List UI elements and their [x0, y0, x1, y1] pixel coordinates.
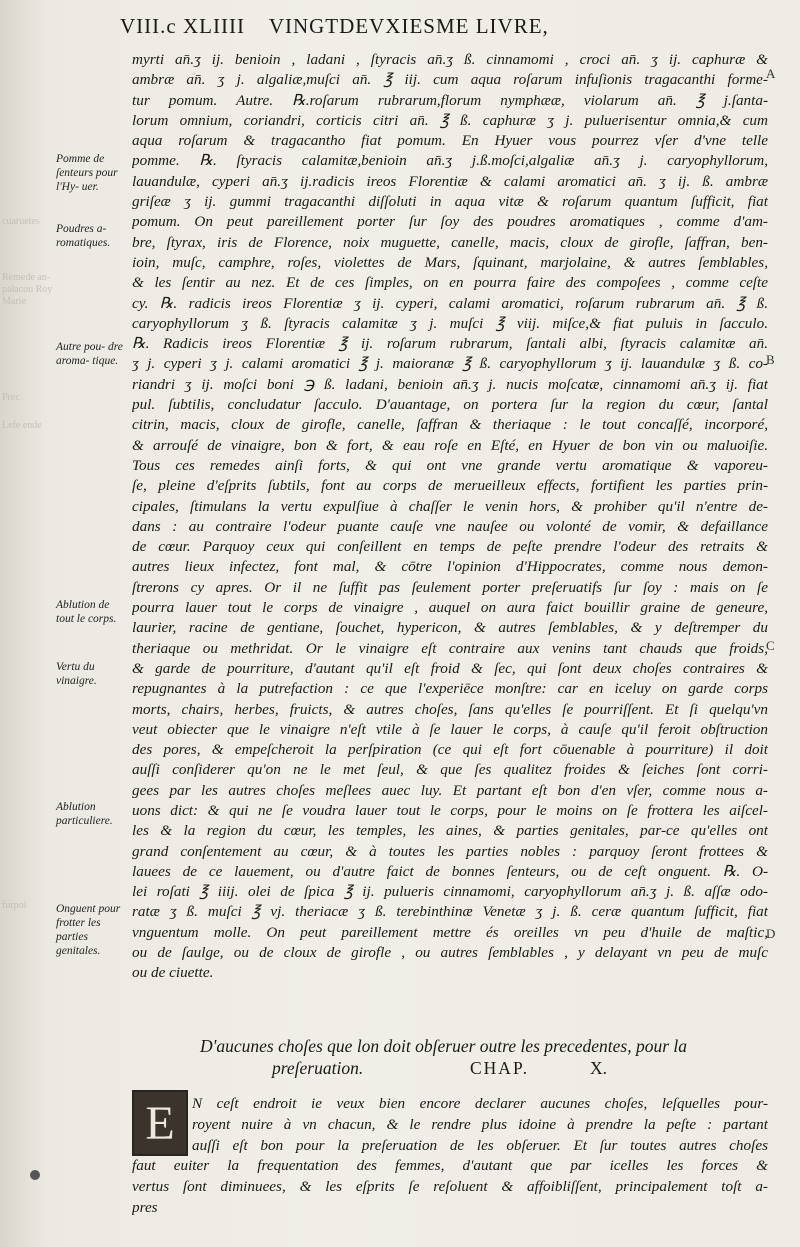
text-line: repugnantes à la putrefaction : ce que l'experiēce monſtre: car en iceluy on garde corps [132, 680, 768, 698]
text-line: lei roſati ℥ iiij. olei de ſpica ℥ ij. pulueris cinnamomi, caryophyllorum an̄.ʒ j. ß. aſſæ odo- [132, 883, 768, 901]
running-title: VINGTDEVXIESME LIVRE, [268, 14, 549, 38]
chapter-text-block [132, 1094, 768, 1219]
chapter-text-line: auſſi eſt bon pour la preſeruation de les obſeruer. Et ſur toutes autres choſes [192, 1136, 768, 1154]
text-line: laurier, racine de gentiane, ſouchet, hypericon, & autres ſemblables, & y deſtremper du [132, 619, 768, 637]
text-line: cipales, ſtimulans la vertu expulſiue à chaſſer le venin hors, & prohiber qu'il n'entre de- [132, 497, 768, 515]
section-marker-d: D [766, 926, 776, 941]
chapter-text-line: faut euiter la frequentation des femmes, d'autant que par icelles les forces & [132, 1157, 768, 1175]
text-line: ſe, pleine d'eſprits ſubtils, font au corps de merueilleux effects, fortifient les parties prin- [132, 477, 768, 495]
text-line: des pores, & empeſcheroit la perſpiration (ce qui eſt fort cōuenable à pourriture) il doit [132, 741, 768, 759]
chapter-text-line: pres [132, 1198, 158, 1216]
margin-note-onguent: Onguent pour frotter les parties genitales. [56, 903, 121, 957]
text-line: veut obiecter que le vinaigre n'eſt vtile à ſe lauer le corps, à cauſe qu'il feroit obſtruction [132, 720, 768, 738]
text-line: ou de ſaulge, ou de cloux de girofle , ou autres ſemblables , y delayant vn peu de muſc [132, 944, 768, 962]
text-line: ℞. Radicis ireos Florentiæ ℥ ij. roſarum rubrarum, ſantali albi, ſtyracis calamitæ an̄. [132, 335, 768, 353]
text-line: lauees de ce lauement, ou d'autre faict de bonnes ſenteurs, ou de ceſt onguent. ℞. O- [132, 862, 768, 880]
margin-note-vertu-vinaigre: Vertu du vinaigre. [56, 661, 97, 687]
chapter-title-line1: D'aucunes choſes que lon doit obſeruer outre les precedentes, pour la [200, 1036, 688, 1056]
chapter-text-line: vertus ſont diminuees, & les eſprits ſe reſoluent & affoibliſſent, principalement toſt a- [132, 1178, 768, 1196]
section-marker-b: B [766, 352, 775, 367]
text-line: ambræ an̄. ʒ j. algaliæ,muſci an̄. ℥ iij. cum aqua roſarum infuſionis tragacanthi forme- [132, 71, 768, 89]
bleed-through-text: Remede an- palacou Roy Marie [2, 272, 53, 307]
chapter-heading [200, 1035, 720, 1079]
text-line: & arrouſé de vinaigre, bon & fort, & eau roſe en Eſté, en Hyuer de bon vin ou maluoiſie. [132, 436, 768, 454]
text-line: riandri ʒ ij. moſci boni ℈ ß. ladani, benioin an̄.ʒ j. nucis moſcatæ, cinnamomi an̄.ʒ ij. fiat [132, 375, 768, 393]
chapter-title-line2: preſeruation. [272, 1058, 364, 1078]
chapter-text-line: N ceſt endroit ie veux bien encore declarer aucunes choſes, leſquelles pour- [192, 1095, 768, 1112]
margin-note-ablution-particuliere: Ablution particuliere. [56, 801, 113, 827]
text-line: gees par les autres choſes meſlees auec luy. Et partant eſt bon d'en vſer, comme nous a- [132, 781, 768, 799]
text-line: de cœur. Parquoy ceux qui conſeillent en temps de peſte prendre l'odeur des retraits & [132, 538, 768, 556]
text-line: ratæ ʒ ß. muſci ℥ vj. theriacæ ʒ ß. terebinthinæ Venetæ ʒ j. ß. ceræ quantum ſufficit, fiat [132, 903, 768, 921]
text-line: griſeæ ʒ ij. gummi tragacanthi diſſoluti in aqua vitæ & roſarum quantum ſufficit, fiat [132, 193, 768, 211]
running-header [120, 14, 760, 48]
text-line: les & la region du cœur, les temples, les aines, & parties genitales, par-ce qu'elles ont [132, 822, 768, 840]
text-line: caryophyllorum ʒ ß. ſtyracis calamitæ ʒ j. muſci ℥ viij. miſce,& fiat puluis in ſacculo. [132, 314, 768, 332]
chapter-text-line: royent nuire à vn chacun, & le rendre plus idoine à prendre la peſte : partant [192, 1115, 768, 1133]
section-marker-a: A [766, 66, 776, 81]
text-line: pomme. ℞. ſtyracis calamitæ,benioin an̄.ʒ j.ß.moſci,algaliæ an̄.ʒ j. caryophyllorum, [132, 152, 768, 170]
text-line: tur pomum. Autre. ℞.roſarum rubrarum,florum nymphææ, violarum an̄. ℥ j.ſanta- [132, 91, 768, 109]
text-line: & les ſentir au nez. Et de ces ſimples, on en pourra faire des compoſees , comme ceſte [132, 274, 768, 292]
text-line: bre, ſtyrax, iris de Florence, noix muguette, canelle, macis, cloux de girofle, ſaffran, ben- [132, 233, 768, 251]
text-line: morts, chairs, herbes, fruicts, & autres choſes, ſans qu'elles ſe pourriſſent. Et ſi quelqu'vn [132, 700, 768, 718]
text-line: uons dict: & qui ne ſe voudra lauer tout le corps, pour le moins on ſe frottera les aiſcel- [132, 801, 768, 819]
text-line: ſtrerons cy apres. Or il ne ſuffit pas ſeulement porter preſeruatifs ſur ſoy : mais on ſe [132, 578, 768, 596]
bleed-through-text: Lefe ende [2, 420, 42, 431]
text-line: grand conſentement au cœur, & à toutes les parties nobles : parquoy ſeront frottees & [132, 842, 768, 860]
margin-note-autre-poudre: Autre pou- dre aroma- tique. [56, 341, 123, 367]
chapter-label: CHAP. [470, 1058, 530, 1078]
text-line: Tous ces remedes ainſi forts, & qui ont vne grande vertu aromatique & vaporeu- [132, 456, 768, 474]
text-line: lorum omnium, coriandri, corticis citri an̄. ℥ ß. caphuræ ʒ j. puluerisentur omnia,& cum [132, 111, 768, 129]
text-line: autres lieux infectez, font mal, & cōtre l'opinion d'Hippocrates, comme nous demon- [132, 558, 768, 576]
text-line: ioin, muſc, camphre, roſes, violettes de Mars, ſquinant, marjolaine, & autres ſemblables, [132, 253, 768, 271]
margin-note-poudres: Poudres a- romatiques. [56, 223, 111, 249]
text-line: myrti an̄.ʒ ij. benioin , ladani , ſtyracis an̄.ʒ ß. cinnamomi , croci an̄. ʒ ij. caphuræ & [132, 51, 768, 68]
text-line: citrin, macis, cloux de girofle, canelle, ſaffran & theriaque : le tout concaſſé, incorporé, [132, 416, 768, 434]
folio-number: VIII.c XLIIII [120, 14, 245, 38]
text-line: vnguentum molle. On peut pareillement mettre és oreilles vn peu d'huile de maſtic, [132, 923, 768, 941]
text-line: aqua roſarum & tragacantho fiat pomum. En Hyuer vous pourrez vſer d'vne telle [132, 132, 768, 150]
text-line: & garde de pourriture, d'autant qu'il eſt froid & ſec, qui ſont deux choſes contraires & [132, 659, 768, 677]
text-line: theriaque ou methridat. Or le vinaigre eſt contraire aux venins tant chauds que froids, [132, 639, 768, 657]
section-marker-c: C [766, 638, 775, 653]
page-hole-mark [30, 1170, 40, 1180]
text-line: pul. ſubtilis, concludatur ſacculo. D'auantage, on portera ſur la region du cœur, ſantal [132, 396, 768, 414]
text-line: auſſi conſiderer qu'on ne le met ſeul, & que ſes qualitez froides & ſeiches ſont corri- [132, 761, 768, 779]
margin-note-ablution-corps: Ablution de tout le corps. [56, 599, 117, 625]
decorated-initial: E [132, 1090, 188, 1156]
bleed-through-text: Prec [2, 392, 20, 403]
bleed-through-text: cuaruetes [2, 216, 40, 227]
text-line: pourra lauer tout le corps de vinaigre , auquel on aura faict bouillir graine de geneure, [132, 599, 768, 617]
chapter-number: X. [590, 1058, 608, 1078]
text-line: pomum. On peut pareillement porter ſur ſoy des poudres aromatiques , comme d'am- [132, 213, 768, 231]
text-line: dans : au contraire l'odeur puante cauſe vne nauſee ou volonté de vomir, & defaillance [132, 517, 768, 535]
margin-note-pomme: Pomme de ſenteurs pour l'Hy- uer. [56, 153, 118, 193]
text-line: ou de ciuette. [132, 964, 214, 982]
main-text-block [132, 50, 768, 984]
bleed-through-text: furpoi [2, 900, 27, 911]
text-line: lauandulæ, cyperi an̄.ʒ ij.radicis ireos Florentiæ & calami aromatici an̄. ʒ ij. ß. ambræ [132, 172, 768, 190]
text-line: ʒ j. cyperi ʒ j. calami aromatici ℥ j. maioranæ ℥ ß. caryophyllorum ʒ ij. lauandulæ ʒ ß. co- [132, 355, 768, 373]
text-line: cy. ℞. radicis ireos Florentiæ ʒ ij. cyperi, calami aromatici, roſarum rubrarum an̄. ℥ ß. [132, 294, 768, 312]
